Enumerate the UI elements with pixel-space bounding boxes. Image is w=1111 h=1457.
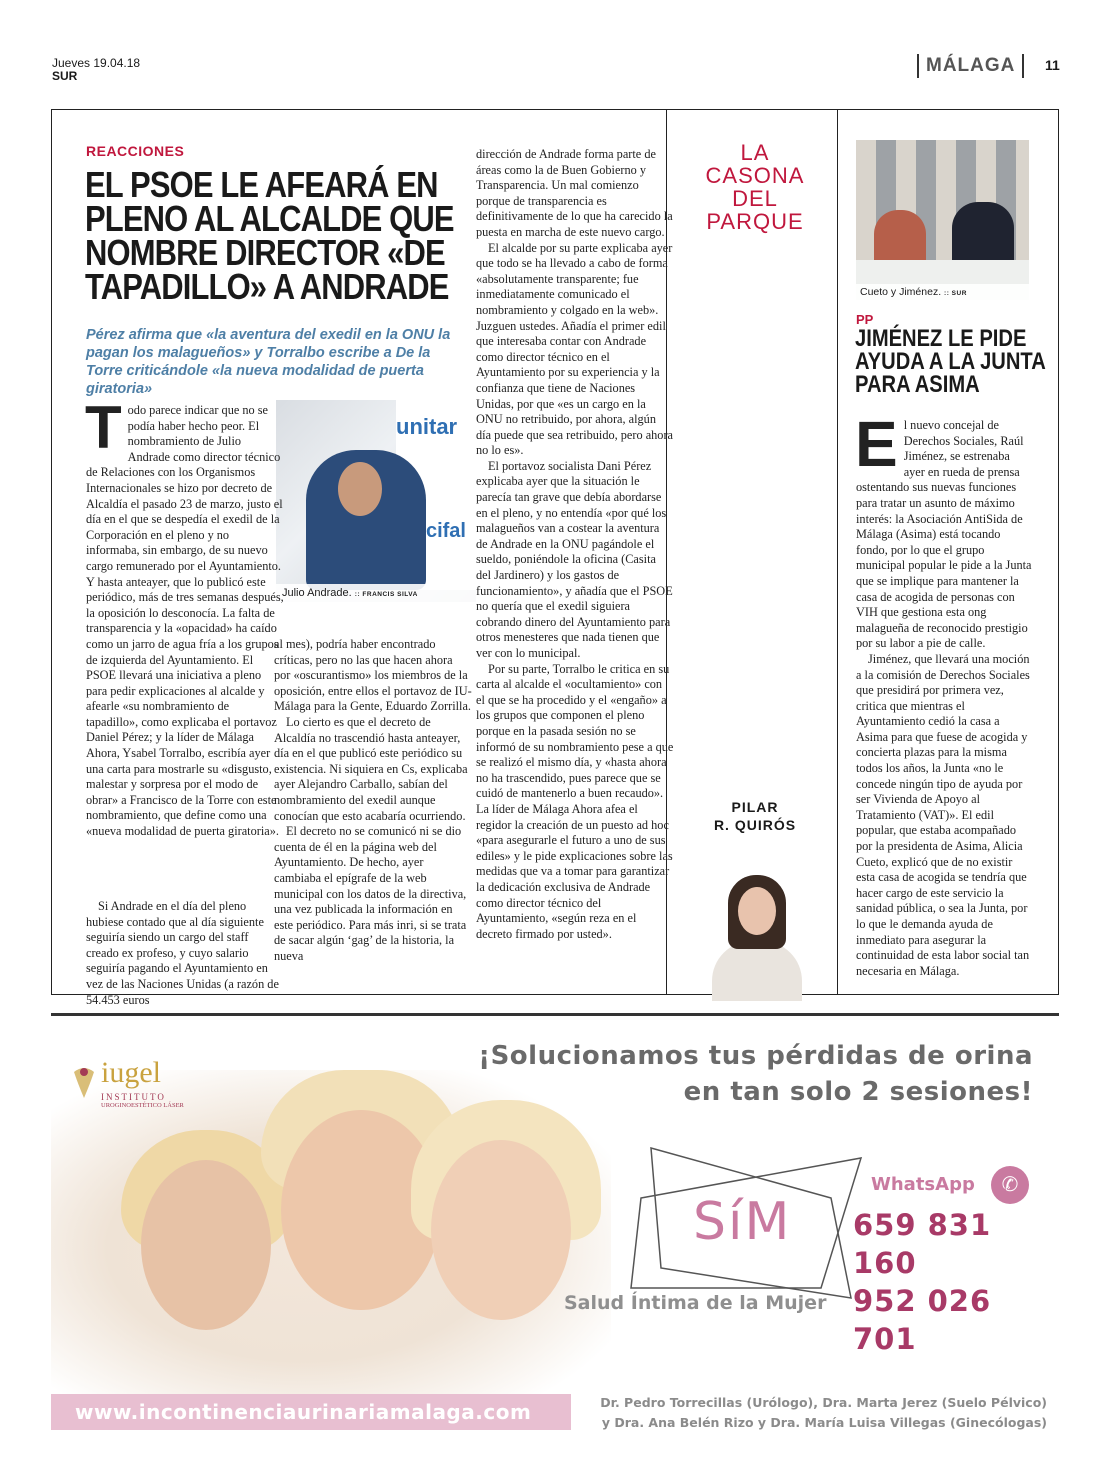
- paragraph: El portavoz socialista Dani Pérez explicaba ayer que la situación le parecía tan grave que debía abordarse en el pleno, y no entendía «por qué los malagueños van a costear la aventura de Andrade en la ONU pagándole el sueldo, poniéndole la oficina (Casita del Jardinero) y los gastos de funcionamiento», y añadía que el PSOE no quería que el exedil siguiera cobrando dinero del Ayuntamiento para otros menesteres que nada tienen que ver con lo municipal.: [476, 458, 673, 660]
- person-head: [338, 462, 382, 516]
- headline-line: JIMÉNEZ LE PIDE: [855, 325, 1027, 352]
- side-kicker: PP: [856, 312, 874, 327]
- section-name: MÁLAGA: [917, 54, 1024, 78]
- article-column-1: [85, 394, 284, 883]
- logo-name: iugel: [101, 1056, 161, 1089]
- headline-line: EL PSOE LE AFEARÁ EN: [85, 164, 438, 205]
- paragraph: Por su parte, Torralbo le critica en su carta al alcalde el «ocultamiento» con el que se ha procedido y el «engaño» a los grupos que componen el pleno porque en la pasada sesión no se informó de su nombramiento pese a que se realizó el mismo día, y «hasta ahora no ha trascendido, pues parece que se cuidó de mantenerlo a buen recaudo». La líder de Málaga Ahora afea el regidor la creación de un puesto ad hoc «para asegurarle el futuro a uno de sus ediles» y le pide explicaciones sobre las medidas que va a tomar para garantizar la dedicación exclusiva de Andrade como director técnico del Ayuntamiento, «según reza en el decreto firmado por usted».: [476, 661, 674, 941]
- photo-caption: [856, 284, 1029, 300]
- ad-photo-women: [51, 1070, 611, 1394]
- paragraph: Si Andrade en el día del pleno hubiese contado que al día siguiente seguiría siendo un cargo del staff creado ex profeso, y cuyo salario seguiría pagando el Ayuntamiento en vez de las Naciones Unidas (a razón de 54.453 euros: [86, 899, 279, 1007]
- cueto-jimenez-photo: [856, 140, 1029, 300]
- cifal-logo: cifal: [425, 520, 466, 542]
- issue-date: Jueves 19.04.18: [52, 56, 141, 70]
- headline-line: PARA ASIMA: [855, 371, 980, 398]
- phone-number: 659 831 160: [853, 1208, 992, 1280]
- sim-brand-mark: [641, 1178, 831, 1268]
- author-portrait: [702, 865, 812, 995]
- paragraph: Jiménez, que llevará una moción a la comisión de Derechos Sociales que presidirá por primera vez, critica que mientras el Ayuntamiento cedió la casa a Asima para que fuese de acogida y concierta plazas para la misma todos los años, la Junta «no le concede ningún tipo de ayuda por ser Vivienda de Apoyo al Tratamiento (VAT)». El edil popular, que estaba acompañado por la presidenta de Asima, Alicia Cueto, explicó que de no existir esta casa de acogida se tendría que hacer cargo de este servicio la sanidad pública, o sea la Junta, por lo que le demanda ayuda de inmediato para asegurar la continuidad de esta labor social tan necesaria en Málaga.: [856, 651, 1030, 978]
- author-line: PILAR: [731, 799, 779, 815]
- side-headline: [855, 325, 1046, 398]
- logo-subtitle: UROGINOESTÉTICO LÁSER: [101, 1102, 184, 1109]
- paragraph: Lo cierto es que el decreto de Alcaldía no trascendió hasta anteayer, día en el que publicó este periódico su existencia. Ni siquiera en Cs, explicaba ayer Alejandro Carballo, sabían del nombramiento del exedil aunque conocían que esto acabaría ocurriendo.: [274, 714, 468, 823]
- paragraph: El decreto no se comunicó ni se dio cuenta de él en la página web del Ayuntamiento. De hecho, ayer cambiaba el epígrafe de la web municipal con los datos de la directiva, una vez publicada la información en este periódico. Para más inri, si se trata de sacar algún ‘gag’ de la historia, la nueva: [274, 824, 467, 963]
- column-divider: [837, 110, 838, 994]
- paragraph: odo parece indicar que no se podía haber hecho peor. El nombramiento de Julio Andrade como director técnico de Relaciones con los Organismos Internacionales se hizo por decreto de Alcaldía el pasado 23 de marzo, justo el día en el que se despedía el exedil de la Corporación en el pleno y no informaba, sin embargo, de su nuevo cargo remunerado por el Ayuntamiento. Y hasta anteayer, que lo publicó este periódico, más de tres semanas después, la oposición lo desconocía. La falta de transparencia y la «opacidad» ha caído como un jarro de agua fría a los grupos de izquierda del Ayuntamiento. El PSOE llevará una iniciativa a pleno para pedir explicaciones al alcalde y afearle «su nombramiento de tapadillo», como explicaba el portavoz Daniel Pérez; y la líder de Málaga Ahora, Ysabel Torralbo, escribía ayer una carta para mostrarle su «disgusto, malestar y sorpresa por el modo de obrar» a Francisco de la Torre con este nombramiento, que define como una «nueva modalidad de puerta giratoria».: [86, 403, 284, 839]
- photo-credit: :: FRANCIS SILVA: [354, 591, 418, 598]
- title-line: LA: [740, 140, 770, 165]
- article-kicker: REACCIONES: [86, 143, 185, 159]
- paragraph: l nuevo concejal de Derechos Sociales, Raúl Jiménez, se estrenaba ayer en rueda de prensa ostentando sus nuevas funciones para tratar un asunto de máximo interés: la Asociación AntiSida de Málaga (Asima) está tocando fondo, por lo que el grupo municipal popular le pide a la Junta que se implique para mantener la casa de acogida de personas con VIH que gestiona esta ong malagueña de reconocido prestigio por su labor a pie de calle.: [856, 418, 1032, 651]
- logo-subtitle: INSTITUTO: [101, 1092, 166, 1102]
- whatsapp-label: WhatsApp: [871, 1174, 975, 1195]
- phone-number: 952 026 701: [853, 1284, 992, 1356]
- headline-line: TAPADILLO» A ANDRADE: [85, 266, 449, 307]
- side-article-body: [855, 408, 1034, 978]
- drop-cap: E: [855, 408, 898, 480]
- caption-text: Cueto y Jiménez.: [860, 286, 942, 298]
- headline-line: PLENO AL ALCALDE QUE: [85, 198, 454, 239]
- newspaper-brand: SUR: [52, 69, 78, 83]
- article-deck: Pérez afirma que «la aventura del exedil en la ONU la pagan los malagueños» y Torralbo escribe a De la Torre criticándole «la nueva modalidad de puerta giratoria»: [86, 327, 451, 397]
- ad-tagline: Salud Íntima de la Mujer: [564, 1292, 827, 1314]
- ad-url: www.incontinenciaurinariamalaga.com: [51, 1394, 571, 1430]
- paragraph: al mes), podría haber encontrado críticas, pero no las que hacen ahora por «oscurantismo» los miembros de la oposición, entre ellos el portavoz de IU-Málaga para la Gente, Eduardo Zorrilla.: [274, 637, 472, 714]
- ad-doctors: [587, 1393, 1047, 1433]
- paragraph: El alcalde por su parte explicaba ayer que todo se ha llevado a cabo de forma «absolutamente transparente; fue inmediatamente comunicado el nombramiento y colgado en la web». Juzguen ustedes. Añadía el primer edil que interesaba contar con Andrade como director técnico en el Ayuntamiento por su experiencia y la confianza que tiene de Naciones Unidas, por que «es un cargo en la ONU no retribuido, por ahora, algún día puede que sea retribuido, pero ahora no lo es».: [476, 240, 674, 458]
- article-column-3: [476, 147, 674, 967]
- article-column-1-end: [86, 899, 284, 1007]
- author-line: R. QUIRÓS: [713, 817, 797, 833]
- ad-headline-line: ¡Solucionamos tus pérdidas de orina: [478, 1041, 1033, 1071]
- unitar-logo: unitar: [396, 414, 458, 439]
- caption-text: Julio Andrade.: [282, 587, 352, 599]
- opinion-column-title: [674, 141, 836, 233]
- title-line: CASONA: [705, 163, 805, 188]
- iugel-logo-icon: [71, 1062, 97, 1100]
- article-column-2: [274, 637, 472, 989]
- headline-line: AYUDA A LA JUNTA: [855, 348, 1046, 375]
- article-frame: [51, 109, 1059, 1007]
- whatsapp-icon: ✆: [991, 1166, 1029, 1204]
- portrait-torso: [712, 941, 802, 1001]
- opinion-author: [674, 798, 836, 834]
- title-line: PARQUE: [706, 209, 804, 234]
- portrait-face: [738, 887, 776, 935]
- article-headline: [85, 164, 454, 307]
- section-separator: [51, 1013, 1059, 1016]
- ad-headline-line: en tan solo 2 sesiones!: [683, 1077, 1033, 1107]
- ad-headline: [478, 1038, 1033, 1110]
- page-date: [52, 57, 140, 83]
- doctors-line: y Dra. Ana Belén Rizo y Dra. María Luisa Villegas (Ginecólogas): [601, 1415, 1047, 1430]
- headline-line: NOMBRE DIRECTOR «DE: [85, 232, 445, 273]
- face-shape: [141, 1160, 271, 1330]
- drop-cap: T: [85, 394, 122, 461]
- sim-text: SíM: [693, 1192, 792, 1252]
- advertisement: [51, 1030, 1059, 1440]
- phone-numbers: [853, 1206, 1059, 1358]
- doctors-line: Dr. Pedro Torrecillas (Urólogo), Dra. Marta Jerez (Suelo Pélvico): [600, 1395, 1047, 1410]
- face-shape: [431, 1140, 571, 1320]
- photo-credit: :: SUR: [944, 290, 967, 297]
- andrade-photo: [276, 400, 476, 602]
- paragraph: dirección de Andrade forma parte de áreas como la de Buen Gobierno y Transparencia. Un mal comienzo porque de transparencia es definitivamente de lo que ha carecido la puesta en marcha de este nuevo cargo.: [476, 147, 673, 239]
- photo-caption: [276, 584, 476, 602]
- page-number: 11: [1045, 57, 1060, 73]
- title-line: DEL: [732, 186, 778, 211]
